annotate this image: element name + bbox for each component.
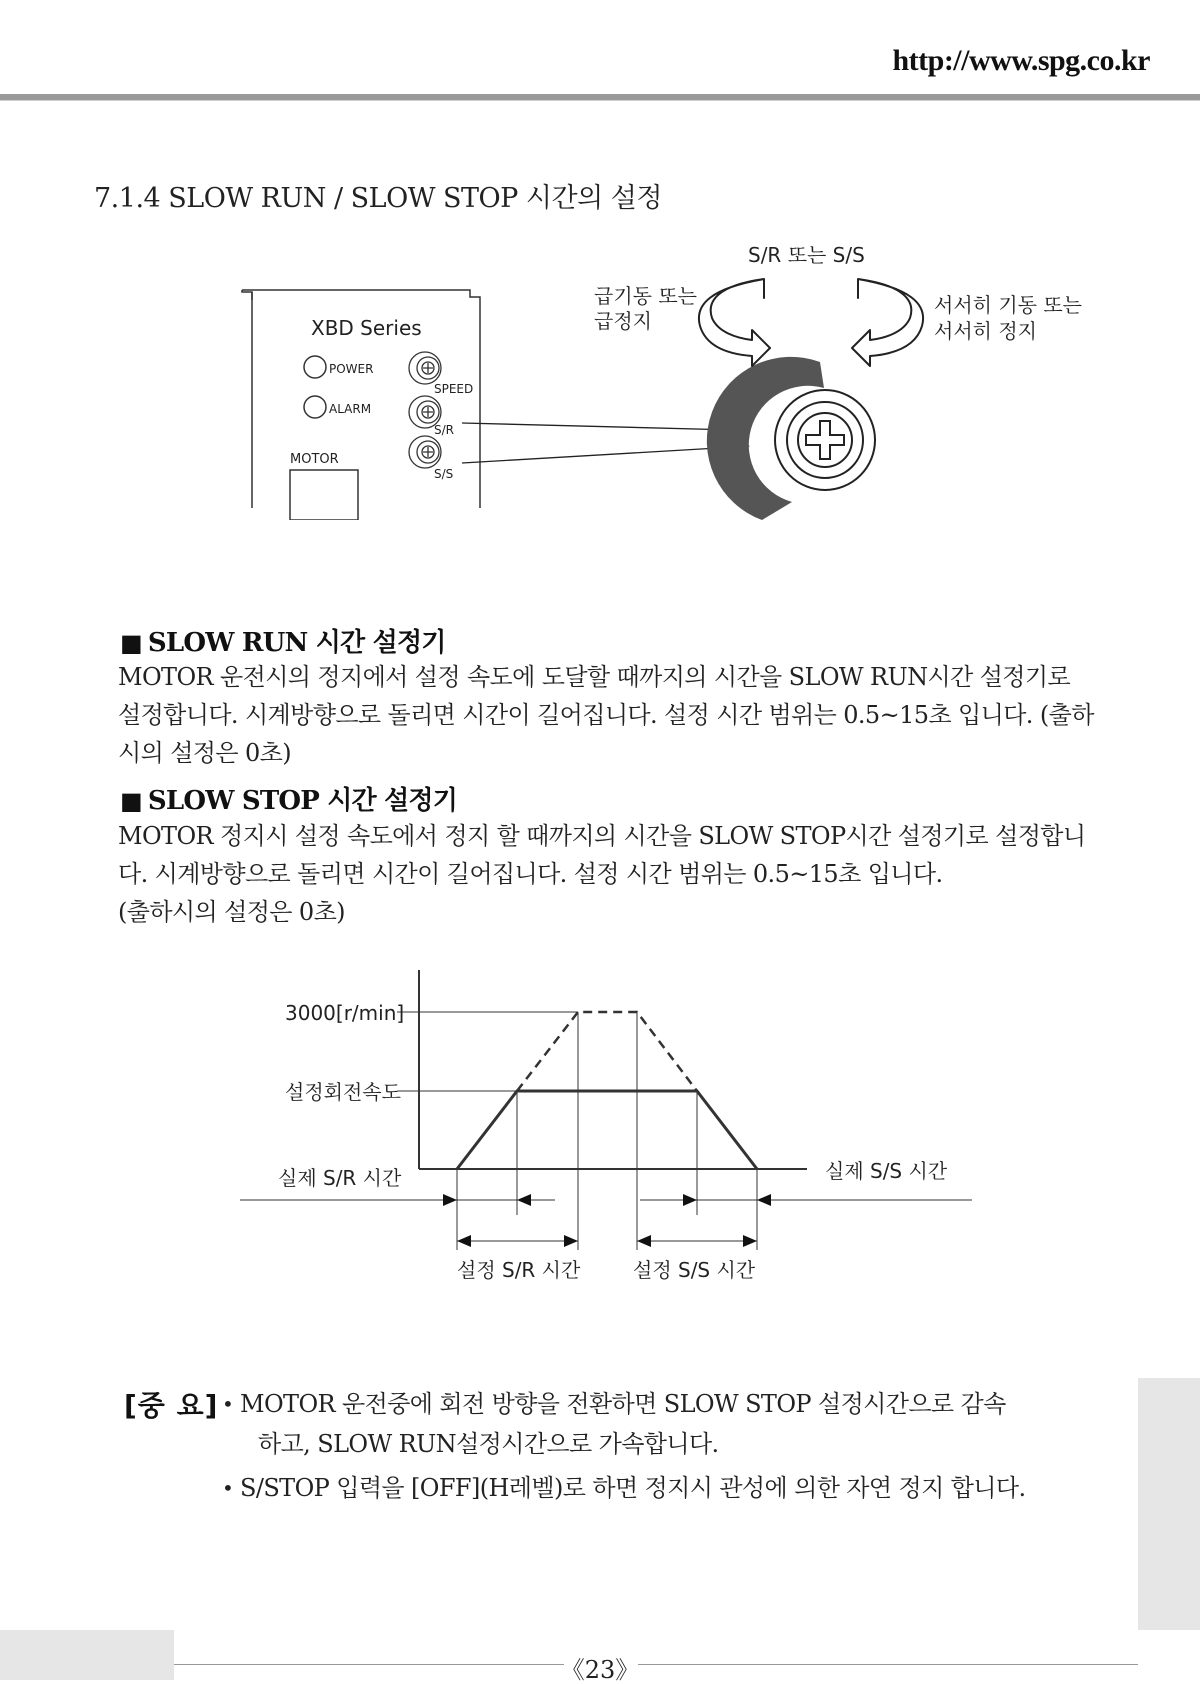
- power-led: [304, 356, 326, 378]
- dimension-arrowheads: [443, 1194, 771, 1247]
- set-sr-time-label: 설정 S/R 시간: [457, 1258, 581, 1282]
- note-item-line1: S/STOP 입력을 [OFF](H레벨)로 하면 정지시 관성에 의한 자연 정지 합니다.: [240, 1474, 1026, 1502]
- right-caption-line2: 서서히 정지: [934, 319, 1037, 343]
- slow-run-line: 설정합니다. 시계방향으로 돌리면 시간이 길어집니다. 설정 시간 범위는 0.5~15초 입니다. (출하: [118, 701, 1094, 729]
- page-number: 《23》: [560, 1656, 640, 1684]
- motor-connector: [290, 470, 358, 520]
- ss-trimmer: [409, 436, 441, 468]
- slow-run-line: 시의 설정은 0초): [118, 739, 291, 767]
- set-speed-label: 설정회전속도: [285, 1080, 401, 1104]
- square-bullet-icon: ■: [120, 629, 142, 657]
- power-label: POWER: [329, 362, 374, 376]
- square-bullet-icon: ■: [120, 787, 142, 815]
- dial-icon: [707, 357, 875, 520]
- left-caption-line2: 급정지: [594, 309, 652, 333]
- footer-rule-left: [174, 1664, 564, 1665]
- footer-rule-right: [638, 1664, 1138, 1665]
- speed-trimmer: [409, 352, 441, 384]
- slow-stop-heading: [120, 780, 457, 817]
- panel-title: XBD Series: [311, 316, 422, 340]
- note-item-line1: MOTOR 운전중에 회전 방향을 전환하면 SLOW STOP 설정시간으로 감속: [240, 1390, 1006, 1418]
- side-tab: [1138, 1378, 1200, 1630]
- header-divider-thin: [0, 100, 1200, 101]
- dial-caption: S/R 또는 S/S: [748, 243, 865, 267]
- alarm-label: ALARM: [329, 402, 372, 416]
- bullet-icon: •: [222, 1392, 234, 1416]
- important-label: [중 요]: [124, 1389, 219, 1422]
- actual-speed-profile: [457, 1091, 757, 1169]
- bullet-icon: •: [222, 1476, 234, 1500]
- speed-label: SPEED: [434, 382, 474, 396]
- left-caption-line1: 급기동 또는: [594, 284, 697, 308]
- right-caption-line1: 서서히 기동 또는: [934, 293, 1082, 317]
- set-ss-time-label: 설정 S/S 시간: [633, 1258, 756, 1282]
- sr-label: S/R: [434, 423, 454, 437]
- slow-stop-description: [118, 817, 1108, 931]
- ss-label: S/S: [434, 467, 454, 481]
- important-notes: [222, 1384, 1102, 1508]
- note-item: [222, 1468, 1102, 1508]
- slow-run-heading: [120, 622, 446, 659]
- slow-stop-line: MOTOR 정지시 설정 속도에서 정지 할 때까지의 시간을 SLOW STOP시간 설정기로 설정합니: [118, 822, 1086, 850]
- slow-run-heading-text: SLOW RUN 시간 설정기: [147, 628, 446, 658]
- driver-panel-diagram: [0, 230, 1200, 520]
- counter-clockwise-arrow-icon: [699, 279, 770, 366]
- clockwise-arrow-icon: [852, 279, 923, 366]
- slow-stop-heading-text: SLOW STOP 시간 설정기: [147, 786, 458, 816]
- note-item-line2: 하고, SLOW RUN설정시간으로 가속합니다.: [258, 1430, 719, 1458]
- footer-block: [0, 1630, 174, 1680]
- slow-run-line: MOTOR 운전시의 정지에서 설정 속도에 도달할 때까지의 시간을 SLOW RUN시간 설정기로: [118, 663, 1071, 691]
- website-url: http://www.spg.co.kr: [892, 44, 1150, 77]
- note-item: [222, 1384, 1102, 1464]
- actual-sr-time-label: 실제 S/R 시간: [278, 1166, 402, 1190]
- speed-timing-chart: [0, 960, 1200, 1290]
- actual-ss-time-label: 실제 S/S 시간: [825, 1159, 948, 1183]
- pointer-arrows: [462, 423, 750, 463]
- max-speed-profile: [517, 1012, 697, 1091]
- slow-stop-line: 다. 시계방향으로 돌리면 시간이 길어집니다. 설정 시간 범위는 0.5~15초 입니다.: [118, 860, 943, 888]
- max-speed-label: 3000[r/min]: [285, 1001, 405, 1025]
- slow-stop-line: (출하시의 설정은 0초): [118, 898, 345, 926]
- alarm-led: [304, 396, 326, 418]
- slow-run-description: [118, 658, 1108, 772]
- motor-label: MOTOR: [290, 452, 339, 467]
- section-title: 7.1.4 SLOW RUN / SLOW STOP 시간의 설정: [94, 183, 662, 214]
